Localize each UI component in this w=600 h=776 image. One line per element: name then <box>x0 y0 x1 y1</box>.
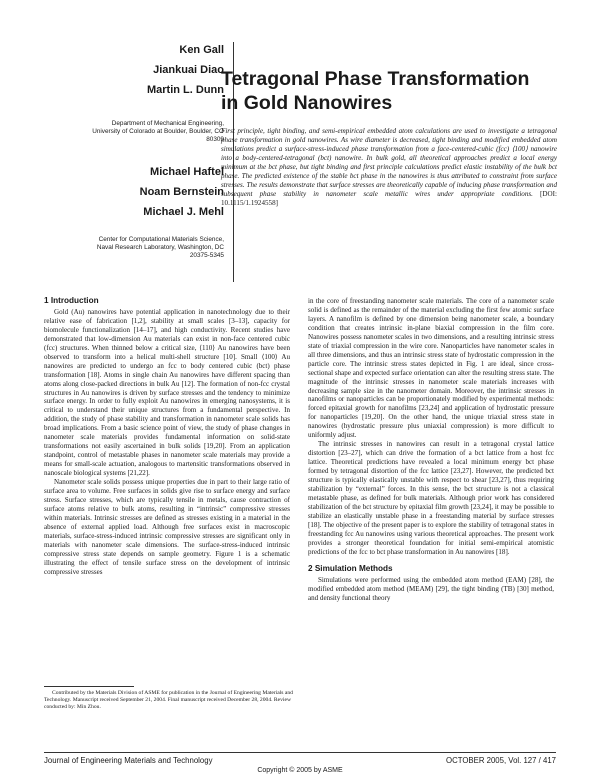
journal-name: Journal of Engineering Materials and Technology <box>44 756 213 765</box>
column-left <box>44 297 290 577</box>
abstract <box>221 127 557 208</box>
paper-title <box>221 67 551 115</box>
paragraph: The intrinsic stresses in nanowires can result in a tetragonal crystal lattice distortion [23–27], which can drive the formation of a bct lattice from a host fcc lattice. Theoretical predictions have revealed a local minimum energy bct phase formed by tetragonal distortion of the fcc lattice [23,27]. However, the predicted bct structure is typically elastically unstable with respect to shear [23,27], thus requiring stabilization by “external” forces. In this sense, the bct structure is not a classical metastable phase, as defined for bulk materials. Although prior work has considered stabilization of the bct structure by epitaxial film growth [23,24], it may be possible to stabilize an elastically unstable phase in a freestanding material by surface stresses [18]. The objective of the present paper is to explore the stability of tetragonal states in freestanding fcc Au nanowires using various theoretical approaches. The present work provides a stronger theoretical foundation for initial semi-empirical atomistic predictions of the fcc to bct phase transformation in Au nanowires [18]. <box>308 440 554 556</box>
paragraph: in the core of freestanding nanometer scale materials. The core of a nanometer scale solid is defined as the remainder of the material excluding the first few atomic surface layers. A nanofilm is defined by one dimension being nanometer scale, a boundary condition that creates intrinsic in-plane biaxial compression in the film core. Nanowires possess nanometer scales in two dimensions, and a resulting intrinsic stress state of triaxial compression in the wire core. Nanoparticles have nanometer scales in all three dimensions, and thus an intrinsic stress state of hydrostatic compression in the particle core. The intrinsic stress states depicted in Fig. 1 are ideal, since cross-sectional shape and expected surface orientation can alter the resulting stress state. The magnitude of the intrinsic stresses in nanometer scale materials increases with decreasing sample size in the nanometer domain. Moreover, the intrinsic stresses in nanofilms or nanoparticles can be proportionately modified by experimental methods: forced epitaxial growth for nanofilms [23,24] and application of hydrostatic pressure for nanoparticles [19,20]. On the other hand, the unique triaxial stress state in nanowires (hydrostatic pressure plus uniaxial compression) is more difficult to uniformly adjust. <box>308 297 554 440</box>
section-heading-simulation-methods: 2 Simulation Methods <box>308 563 393 573</box>
footnote-rule <box>44 686 134 687</box>
author-ken-gall: Ken Gall <box>179 44 224 56</box>
affiliation-line: Department of Mechanical Engineering, <box>111 120 224 127</box>
title-line: in Gold Nanowires <box>221 92 393 114</box>
affiliation-line: Center for Computational Materials Science, <box>98 236 224 243</box>
affiliation-line: 80309 <box>206 136 224 143</box>
paragraph: Nanometer scale solids possess unique properties due in part to their large ratio of surface area to volume. Free surfaces in solids give rise to surface energy and surface stress. Surface stresses, which are typically tensile in metals, cause contraction of surface atoms relative to bulk atoms, resulting in “intrinsic” compressive stresses within materials. Intrinsic stresses are defined as stresses existing in a material in the absence of external applied load. Although free surfaces exist in macroscopic materials, surface-stress-induced intrinsic compressive stresses are significant only in materials with nanometer scale dimensions. The surface-stress-induced intrinsic compressive stress state depends on sample geometry. Figure 1 is a schematic illustrating the effect of tensile surface stress on the development of intrinsic compressive stresses <box>44 478 290 576</box>
doi: [DOI: 10.1115/1.1924558] <box>221 190 557 208</box>
author-noam-bernstein: Noam Bernstein <box>139 186 224 198</box>
author-michael-haftel: Michael Haftel <box>150 166 224 178</box>
issue-info: OCTOBER 2005, Vol. 127 / 417 <box>446 756 556 765</box>
affiliation-line: University of Colorado at Boulder, Boulder, CO <box>92 128 224 135</box>
paragraph: Gold (Au) nanowires have potential application in nanotechnology due to their relative ease of fabrication [1,2], stability at small scales [3–13], capacity for biomolecule functionalization [14–17], and high conductivity. Recent studies have demonstrated that low-dimension Au materials can exist in non-face centered cubic (fcc) structures. When thinned below a critical size, ⟨110⟩ Au nanowires have been observed to transform into a helical multi-shell structure [10]. Small ⟨100⟩ Au nanowires are predicted to undergo an fcc to body centered cubic (bct) phase transformation [18]. Atoms in single chain Au nanowires have different spacing than atoms along close-packed directions in bulk Au [12]. The formation of non-fcc crystal structures in Au nanowires is driven by surface stresses and the tendency to minimize surface energy. In order to fully exploit Au nanowires in emerging nanosystems, it is critical to understand their unique structures from a fundamental perspective. In addition, the study of phase stability and transformation in nanometer scale solids has broad implications. From a basic science point of view, the study of phase changes in nanometer scale materials provides fundamental information on solid-state transformations not easily ascertained in bulk solids [19,20]. From an application standpoint, control of metastable phases in nanometer scale materials may provide a means for small-scale actuation, analogous to martensitic transformations observed in nanoscale biological systems [21,22]. <box>44 307 290 478</box>
author-martin-dunn: Martin L. Dunn <box>147 84 224 96</box>
author-jiankuai-diao: Jiankuai Diao <box>153 64 224 76</box>
title-line: Tetragonal Phase Transformation <box>221 68 530 90</box>
abstract-text: First principle, tight binding, and semi-empirical embedded atom calculations are used to investigate a tetragonal phase transformation in gold nanowires. As wire diameter is decreased, tight binding and modified embedded atom simulations predict a surface-stress-induced phase transformation from a face-centered-cubic (fcc) ⟨100⟩ nanowire into a body-centered-tetragonal (bct) nanowire. In bulk gold, all theoretical approaches predict a local energy minimum at the bct phase, but tight binding and first principle calculations predict elastic instability of the bulk bct phase. The predicted existence of the stable bct phase in the nanowires is thus attributed to constraint from surface stresses. The results demonstrate that surface stresses are theoretically capable of inducing phase transformation and subsequent phase stability in nanometer scale metallic wires under appropriate conditions. <box>221 127 557 199</box>
footnote <box>44 690 294 711</box>
section-heading-introduction: 1 Introduction <box>44 296 99 305</box>
affiliation-line: Naval Research Laboratory, Washington, DC <box>96 244 224 251</box>
column-right <box>308 297 554 602</box>
paragraph: Simulations were performed using the embedded atom method (EAM) [28], the modified embedded atom method (MEAM) [29], the tight binding (TB) [30] method, and density functional theory <box>308 575 554 602</box>
footnote-text: Contributed by the Materials Division of ASME for publication in the Journal of Engineering Materials and Technology. Manuscript received September 21, 2004. Final manuscript received December 28, 2004. Review conducted by: Min Zhou. <box>44 690 293 710</box>
affiliation-nrl <box>74 236 224 260</box>
footer-rule <box>44 752 556 753</box>
author-michael-mehl: Michael J. Mehl <box>143 206 224 218</box>
copyright: Copyright © 2005 by ASME <box>257 767 343 774</box>
affiliation-line: 20375-5345 <box>189 252 224 259</box>
affiliation-boulder <box>74 120 224 144</box>
